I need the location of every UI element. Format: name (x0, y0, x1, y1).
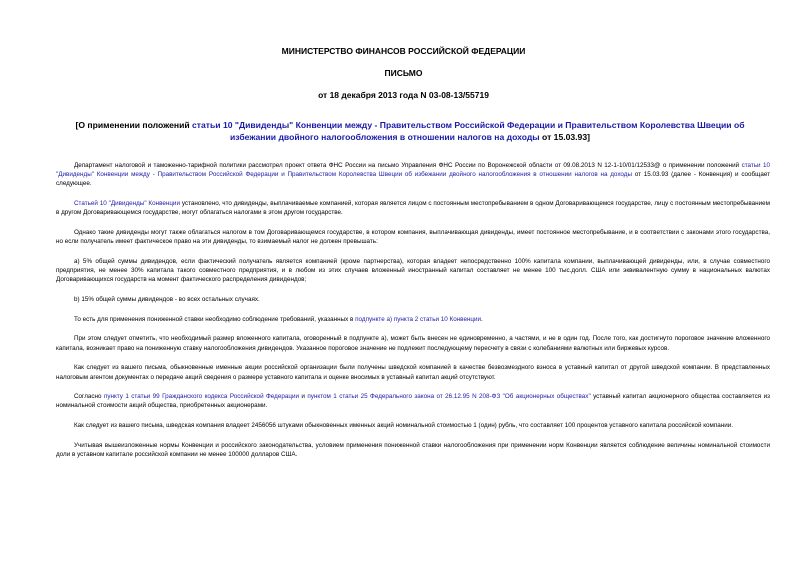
p2-text: установлено, что дивиденды, выплачиваемые компанией, которая является лицом с постоянным местопребыванием в одном Договаривающемся государстве, лицу с постоянным местопребыванием в другом Договаривающемся государстве, могут облагаться налогами в этом другом государстве. (56, 200, 770, 217)
subject-suffix: от 15.03.93] (539, 132, 590, 142)
paragraph-4: а) 5% общей суммы дивидендов, если фактический получатель является компанией (кроме партнерства), которая владеет непосредственно 100% капитала компании, выплачивающей дивиденды, или, в случае совместного предприятия, не менее 30% капитала такого совместного предприятия, и в любом из этих случаев вложенный иностранный капитал составляет не менее 100 тыс.долл. США или эквивалентную сумму в национальных валютах Договаривающихся государств на момент фактического распределения дивидендов; (56, 257, 770, 284)
p9-civil-code-link[interactable]: пункту 1 статьи 99 Гражданского кодекса Российской Федерации (103, 393, 299, 401)
paragraph-8: Как следует из вашего письма, обыкновенные именные акции российской организации были получены шведской компанией в качестве безвозмездного взноса в уставный капитал от другой шведской компании. В представленных налоговым агентом документах о передаче акций сведения о размере уставного капитала и оценке вносимых в уставный капитал акций отсутствуют. (56, 364, 770, 381)
paragraph-9 (56, 392, 770, 410)
p6-subclause-link[interactable]: подпункте а) пункта 2 статьи 10 Конвенции (355, 315, 482, 323)
paragraph-10: Как следует из вашего письма, шведская компания владеет 2456056 штуками обыкновенных именных акций номинальной стоимостью 1 (один) рубль, что составляет 100 процентов уставного капитала российской компании. (74, 422, 734, 430)
subject-prefix: [О применении положений (75, 120, 193, 130)
subject-convention-link[interactable]: статьи 10 "Дивиденды" Конвенции между - Правительством Российской Федерации и Правительством Королевства Швеции об избежании двойного налогообложения в отношении налогов на доходы (192, 120, 745, 142)
ministry-heading: МИНИСТЕРСТВО ФИНАНСОВ РОССИЙСКОЙ ФЕДЕРАЦИИ (281, 46, 526, 56)
paragraph-6 (56, 315, 770, 324)
p2-article-link[interactable]: Статьей 10 "Дивиденды" Конвенции (74, 200, 180, 208)
paragraph-5: b) 15% общей суммы дивидендов - во всех остальных случаях. (74, 296, 260, 304)
p9-text-c: уставный капитал акционерного общества составляется из номинальной стоимости акций общества, приобретенных акционерами. (56, 393, 770, 410)
p1-text-a: Департамент налоговой и таможенно-тарифной политики рассмотрел проект ответа ФНС России на письмо Управления ФНС России по Воронежской области от 09.08.2013 N 12-1-10/01/12533@ о применении положений (74, 162, 742, 169)
p1-article-link[interactable]: статьи 10 "Дивиденды" (56, 162, 771, 179)
paragraph-1 (56, 161, 770, 189)
paragraph-3: Однако такие дивиденды могут также облагаться налогом в том Договаривающемся государстве, в котором компания, выплачивающая дивиденды, имеет постоянное местопребывание, и в соответствии с законами этого государства, но если получатель имеет фактическое право на эти дивиденды, то взимаемый налог не должен превышать: (56, 229, 770, 246)
paragraph-7: При этом следует отметить, что необходимый размер вложенного капитала, оговоренный в подпункте а), может быть внесен не единовременно, а частями, и не в один год. После того, как достигнуто пороговое значение вложенного капитала, возникает право на пониженную ставку налогообложения дивидендов. Указанное пороговое значение не подлежит последующему пересчету в связи с колебаниями валютных или биржевых курсов. (56, 335, 770, 352)
p6-text-b: . (481, 315, 483, 323)
document-body (56, 161, 770, 470)
date-number-heading: от 18 декабря 2013 года N 03-08-13/55719 (318, 90, 489, 100)
p1-text-c: от 15.03.93 (далее - Конвенция) и сообщает следующее. (56, 171, 771, 188)
p9-text-a: Согласно (74, 393, 104, 401)
document-type-heading: ПИСЬМО (384, 68, 423, 78)
p6-text-a: То есть для применения пониженной ставки необходимо соблюдение требований, указанных в (74, 315, 356, 323)
paragraph-2 (56, 199, 770, 217)
p9-federal-law-link[interactable]: пунктом 1 статьи 25 Федерального закона от 26.12.95 N 208-ФЗ "Об акционерных обществах" (307, 393, 591, 401)
p1-convention-link[interactable]: Конвенции между - Правительством Российской Федерации и Правительством Королевства Швеции об избежании двойного налогообложения в отношении налогов на доходы (96, 171, 632, 179)
paragraph-11: Учитывая вышеизложенные нормы Конвенции и российского законодательства, условием применения пониженной ставки налогообложения при применении норм Конвенции является соблюдение величины номинальной стоимости доли в уставном капитале российской компании не менее 100000 долларов США. (56, 441, 770, 459)
p9-text-b: и (298, 393, 308, 401)
document-subject (70, 119, 750, 143)
